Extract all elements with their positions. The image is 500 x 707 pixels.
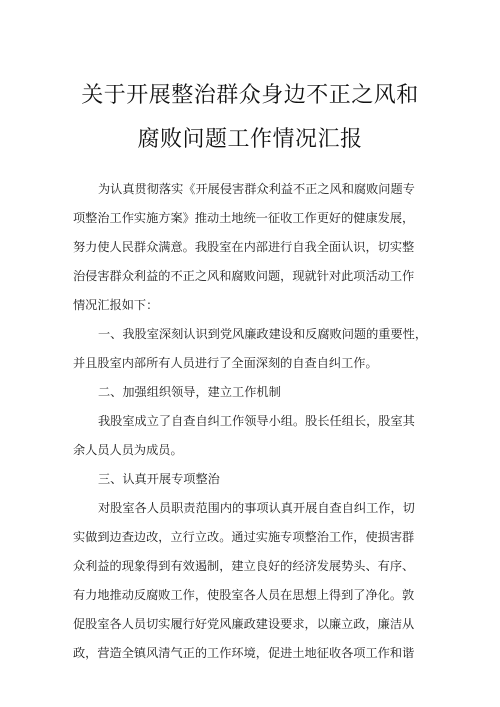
section-3-heading: 三、认真开展专项整治 (98, 472, 220, 486)
document-title-line-2: 腐败问题工作情况汇报 (137, 127, 363, 152)
section-3-line-2: 实做到边查边改，立行立改。通过实施专项整治工作，使损害群 (73, 530, 415, 544)
paragraph-intro-line-1: 为认真贯彻落实《开展侵害群众利益不正之风和腐败问题专 (98, 182, 415, 196)
paragraph-intro-line-4: 治侵害群众利益的不正之风和腐败问题，现就针对此项活动工作 (73, 269, 415, 283)
section-2-line-2: 余人员人员为成员。 (73, 443, 183, 457)
section-1-line-1: 一、我股室深刻认识到党风廉政建设和反腐败问题的重要性， (98, 327, 428, 341)
document-title-line-1: 关于开展整治群众身边不正之风和 (81, 83, 419, 108)
section-3-line-4: 有力地推动反腐败工作，使股室各人员在思想上得到了净化。敦 (73, 588, 415, 602)
section-3-line-6: 政，营造全镇风清气正的工作环境，促进土地征收各项工作和谐 (73, 646, 415, 660)
paragraph-intro-line-5: 情况汇报如下： (73, 298, 159, 312)
section-2-line-1: 我股室成立了自查自纠工作领导小组。股长任组长，股室其 (98, 414, 415, 428)
paragraph-intro-line-2: 项整治工作实施方案》推动土地统一征收工作更好的健康发展， (73, 211, 415, 225)
section-3-line-1: 对股室各人员职责范围内的事项认真开展自查自纠工作，切 (98, 501, 415, 515)
section-1-line-2: 并且股室内部所有人员进行了全面深刻的自查自纠工作。 (73, 356, 378, 370)
section-2-heading: 二、加强组织领导，建立工作机制 (98, 385, 281, 399)
paragraph-intro-line-3: 努力使人民群众满意。我股室在内部进行自我全面认识，切实整 (73, 240, 415, 254)
section-3-line-3: 众利益的现象得到有效遏制，建立良好的经济发展势头、有序、 (73, 559, 415, 573)
section-3-line-5: 促股室各人员切实履行好党风廉政建设要求，以廉立政，廉洁从 (73, 617, 415, 631)
